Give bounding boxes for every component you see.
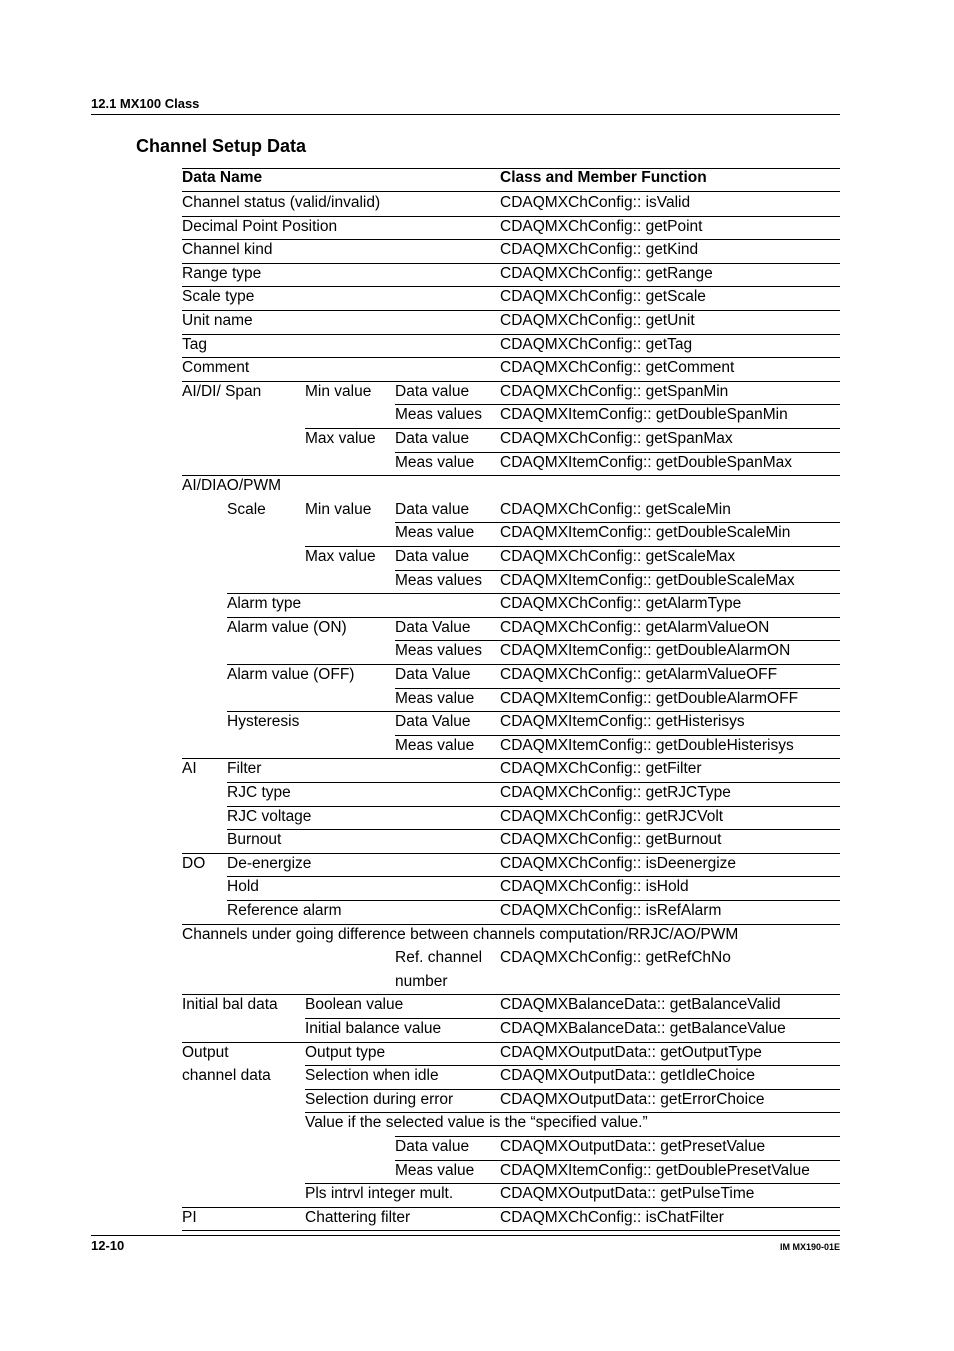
- data-name-cell: RJC type: [227, 784, 291, 801]
- data-name-cell: Output: [182, 1043, 229, 1061]
- data-name-cell: Range type: [182, 264, 262, 282]
- class-member-function: CDAQMXChConfig:: getSpanMax: [500, 430, 733, 447]
- data-name-cell: Meas value: [395, 453, 475, 471]
- row-rule: [395, 522, 840, 523]
- data-name-cell: AI/DI/ Span: [182, 382, 262, 400]
- data-name-cell: Max value: [305, 430, 376, 447]
- class-member-function: CDAQMXItemConfig:: getDoubleHisterisys: [500, 736, 794, 754]
- data-name-cell: Alarm value (ON): [227, 618, 347, 636]
- class-member-function: CDAQMXChConfig:: getBurnout: [500, 831, 722, 849]
- row-rule: [305, 1018, 840, 1019]
- header-data-name: Data Name: [182, 169, 263, 186]
- class-member-function: CDAQMXChConfig:: getPoint: [500, 217, 703, 235]
- data-name-cell: PI: [182, 1208, 197, 1226]
- data-name-cell: Alarm type: [227, 595, 302, 613]
- class-member-function: CDAQMXChConfig:: getComment: [500, 359, 735, 377]
- data-name-cell: Burnout: [227, 831, 282, 849]
- data-name-cell: Data value: [395, 548, 470, 565]
- class-member-function: CDAQMXBalanceData:: getBalanceValid: [500, 996, 781, 1014]
- row-rule: [227, 900, 840, 901]
- row-rule: [305, 1112, 840, 1113]
- data-name-cell: Meas value: [395, 1161, 475, 1179]
- data-name-cell: Data value: [395, 1138, 470, 1155]
- data-name-cell: Scale type: [182, 288, 255, 306]
- data-name-cell: Meas value: [395, 689, 475, 707]
- data-name-cell: DO: [182, 854, 206, 872]
- class-member-function: CDAQMXItemConfig:: getDoubleAlarmOFF: [500, 689, 799, 707]
- row-rule: [305, 1183, 840, 1184]
- data-name-cell: Data Value: [395, 666, 471, 683]
- table-header-rule: [182, 191, 840, 192]
- class-member-function: CDAQMXChConfig:: getAlarmType: [500, 595, 742, 613]
- section-title: Channel Setup Data: [136, 136, 307, 156]
- row-rule: [395, 404, 840, 405]
- data-name-cell: Data Value: [395, 618, 471, 636]
- data-name-cell: Value if the selected value is the “specified value.”: [305, 1114, 648, 1132]
- class-member-function: CDAQMXItemConfig:: getDoubleSpanMax: [500, 453, 793, 471]
- data-name-cell: Data value: [395, 500, 470, 518]
- class-member-function: CDAQMXChConfig:: getSpanMin: [500, 382, 729, 400]
- data-name-cell: Data Value: [395, 713, 471, 731]
- row-rule: [305, 1065, 840, 1066]
- class-member-function: CDAQMXChConfig:: isDeenergize: [500, 854, 737, 872]
- row-rule: [227, 664, 840, 665]
- class-member-function: CDAQMXOutputData:: getIdleChoice: [500, 1067, 756, 1085]
- data-name-cell: Comment: [182, 359, 250, 377]
- row-rule: [182, 994, 840, 995]
- row-rule: [227, 593, 840, 594]
- row-rule: [305, 428, 840, 429]
- data-name-cell: Ref. channel: [395, 949, 483, 967]
- page-number: 12-10: [91, 1238, 125, 1253]
- data-name-cell: Unit name: [182, 312, 253, 329]
- class-member-function: CDAQMXChConfig:: isChatFilter: [500, 1208, 724, 1226]
- class-member-function: CDAQMXChConfig:: getKind: [500, 241, 699, 259]
- class-member-function: CDAQMXChConfig:: getScale: [500, 288, 706, 306]
- data-name-cell: Boolean value: [305, 996, 404, 1014]
- row-rule: [182, 357, 840, 358]
- data-name-cell: Channels under going difference between channels computation/RRJC/AO/PWM: [182, 925, 739, 943]
- class-member-function: CDAQMXItemConfig:: getHisterisys: [500, 713, 745, 731]
- data-name-cell: Filter: [227, 760, 262, 778]
- class-member-function: CDAQMXOutputData:: getOutputType: [500, 1043, 762, 1061]
- data-name-cell: channel data: [182, 1067, 271, 1085]
- data-name-cell: Min value: [305, 382, 372, 400]
- class-member-function: CDAQMXChConfig:: getUnit: [500, 312, 695, 329]
- data-name-cell: Data value: [395, 430, 470, 447]
- class-member-function: CDAQMXChConfig:: getAlarmValueOFF: [500, 666, 778, 683]
- class-member-function: CDAQMXChConfig:: isRefAlarm: [500, 902, 722, 919]
- class-member-function: CDAQMXChConfig:: isHold: [500, 878, 689, 896]
- row-rule: [182, 310, 840, 311]
- data-name-cell: Reference alarm: [227, 902, 342, 919]
- data-name-cell: De-energize: [227, 854, 312, 872]
- data-name-cell: Meas values: [395, 642, 483, 660]
- data-name-cell: Initial bal data: [182, 996, 278, 1014]
- row-rule: [182, 286, 840, 287]
- data-name-cell: Output type: [305, 1043, 386, 1061]
- row-rule: [395, 640, 840, 641]
- data-name-cell: Selection when idle: [305, 1067, 439, 1085]
- class-member-function: CDAQMXChConfig:: getRefChNo: [500, 949, 731, 967]
- class-member-function: CDAQMXChConfig:: getAlarmValueON: [500, 618, 770, 636]
- class-member-function: CDAQMXChConfig:: getScaleMin: [500, 500, 731, 518]
- class-member-function: CDAQMXChConfig:: getRange: [500, 264, 713, 282]
- row-rule: [182, 758, 840, 759]
- row-rule: [227, 782, 840, 783]
- class-member-function: CDAQMXBalanceData:: getBalanceValue: [500, 1020, 786, 1037]
- class-member-function: CDAQMXItemConfig:: getDoubleSpanMin: [500, 406, 788, 424]
- class-member-function: CDAQMXItemConfig:: getDoublePresetValue: [500, 1161, 810, 1179]
- data-name-cell: Channel status (valid/invalid): [182, 194, 381, 211]
- row-rule: [182, 1230, 840, 1231]
- data-name-cell: Initial balance value: [305, 1020, 442, 1037]
- row-rule: [227, 711, 840, 712]
- data-name-cell: Selection during error: [305, 1090, 454, 1108]
- data-name-cell: Max value: [305, 548, 376, 565]
- data-name-cell: Data value: [395, 382, 470, 400]
- class-member-function: CDAQMXChConfig:: getRJCType: [500, 784, 731, 801]
- data-name-cell: Meas value: [395, 736, 475, 754]
- class-member-function: CDAQMXChConfig:: getTag: [500, 335, 693, 353]
- data-name-cell: AI: [182, 760, 197, 778]
- data-name-cell: Hold: [227, 878, 259, 896]
- footer-rule: [91, 1235, 840, 1236]
- data-name-cell: Decimal Point Position: [182, 217, 338, 235]
- row-rule: [305, 546, 840, 547]
- document-id: IM MX190-01E: [779, 1242, 840, 1252]
- data-name-cell: Scale: [227, 500, 266, 518]
- class-member-function: CDAQMXChConfig:: isValid: [500, 194, 691, 211]
- data-name-cell: Tag: [182, 335, 207, 353]
- header-class-function: Class and Member Function: [500, 169, 707, 186]
- class-member-function: CDAQMXOutputData:: getErrorChoice: [500, 1090, 765, 1108]
- class-member-function: CDAQMXItemConfig:: getDoubleScaleMin: [500, 524, 791, 542]
- row-rule: [395, 1136, 840, 1137]
- class-member-function: CDAQMXChConfig:: getScaleMax: [500, 548, 736, 565]
- data-name-cell: AI/DIAO/PWM: [182, 477, 282, 495]
- class-member-function: CDAQMXOutputData:: getPresetValue: [500, 1138, 766, 1155]
- data-name-cell: Meas value: [395, 524, 475, 542]
- row-rule: [182, 475, 840, 476]
- class-member-function: CDAQMXOutputData:: getPulseTime: [500, 1185, 755, 1203]
- row-rule: [227, 876, 840, 877]
- data-name-cell: number: [395, 972, 448, 990]
- class-member-function: CDAQMXItemConfig:: getDoubleAlarmON: [500, 642, 791, 660]
- class-member-function: CDAQMXItemConfig:: getDoubleScaleMax: [500, 571, 795, 589]
- class-member-function: CDAQMXChConfig:: getFilter: [500, 760, 702, 778]
- data-name-cell: Channel kind: [182, 241, 273, 259]
- data-name-cell: Min value: [305, 500, 372, 518]
- data-name-cell: Hysteresis: [227, 713, 300, 731]
- data-name-cell: Alarm value (OFF): [227, 666, 355, 683]
- data-name-cell: Pls intrvl integer mult.: [305, 1185, 454, 1203]
- running-header: 12.1 MX100 Class: [91, 96, 200, 111]
- data-name-cell: RJC voltage: [227, 807, 312, 825]
- data-name-cell: Meas values: [395, 406, 483, 424]
- row-rule: [182, 239, 840, 240]
- row-rule: [227, 829, 840, 830]
- data-name-cell: Chattering filter: [305, 1208, 411, 1226]
- class-member-function: CDAQMXChConfig:: getRJCVolt: [500, 807, 724, 825]
- data-name-cell: Meas values: [395, 571, 483, 589]
